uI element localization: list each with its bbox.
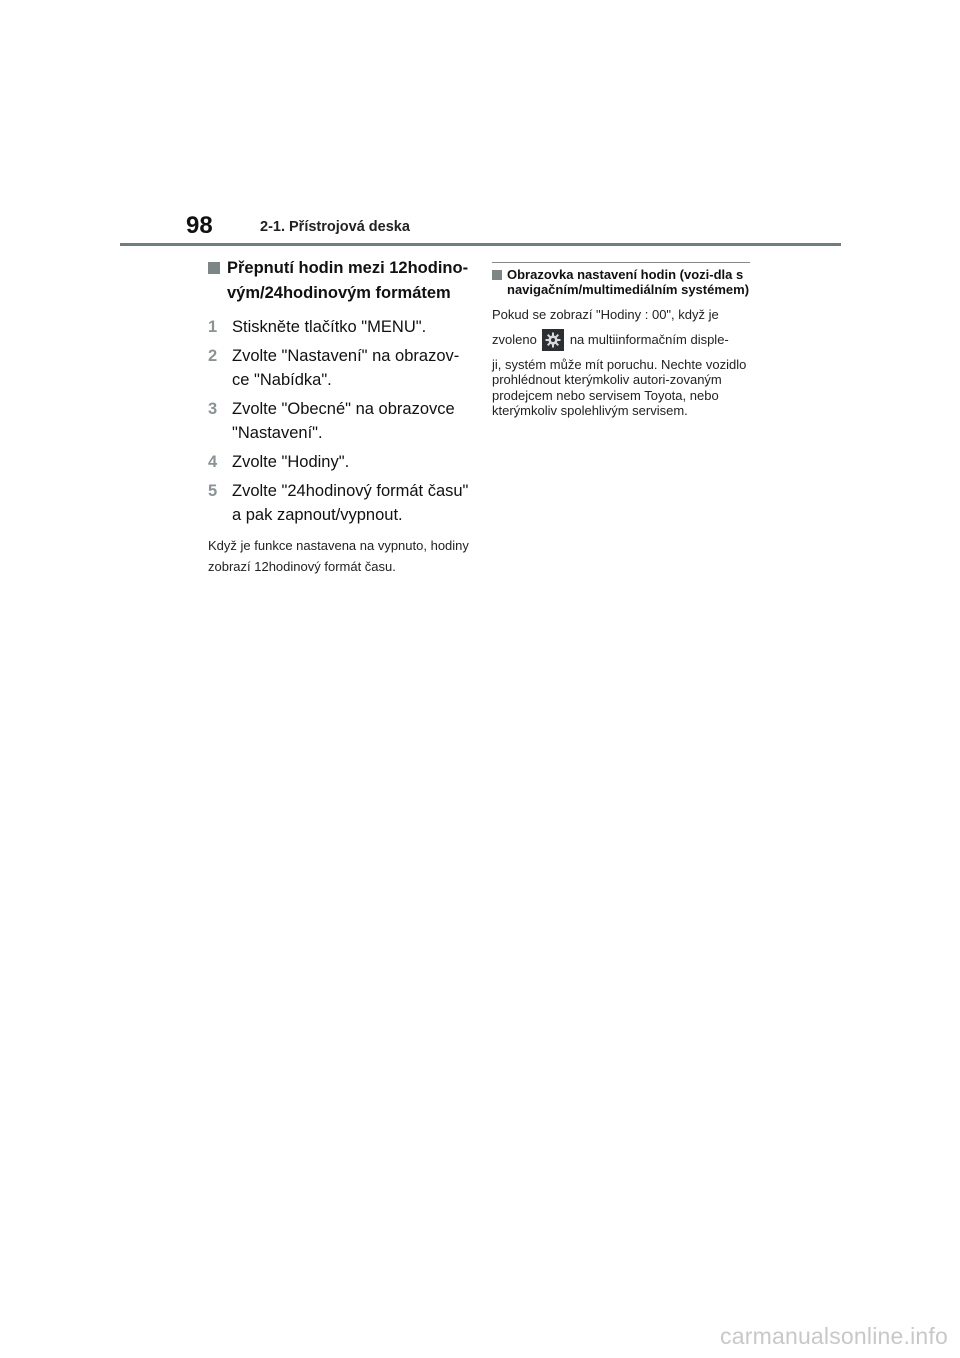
- step-number: 2: [208, 347, 218, 365]
- header-rule: [120, 243, 841, 246]
- step-item: [208, 315, 470, 339]
- square-bullet-icon: [492, 270, 502, 280]
- right-note-line1: Pokud se zobrazí "Hodiny : 00", když je: [492, 307, 719, 322]
- step-item: [208, 397, 470, 445]
- step-number: 3: [208, 400, 218, 418]
- right-note-rest: ji, systém může mít poruchu. Nechte vozidlo prohlédnout kterýmkoliv autori-zovaným prodejcem nebo servisem Toyota, nebo kterýmkoliv spolehlivým servisem.: [492, 356, 747, 418]
- step-text: Zvolte "Nastavení" na obrazov-ce "Nabídka".: [232, 347, 460, 389]
- page-number: 98: [186, 212, 213, 239]
- right-rule: [492, 262, 750, 263]
- right-note-after-icon: na multiinformačním disple-: [569, 331, 729, 347]
- step-text: Stiskněte tlačítko "MENU".: [232, 318, 427, 336]
- step-number: 4: [208, 453, 218, 471]
- right-heading: [492, 268, 750, 297]
- left-note: Když je funkce nastavena na vypnuto, hodiny zobrazí 12hodinový formát času.: [208, 538, 469, 574]
- step-item: [208, 479, 470, 527]
- step-text: Zvolte "Obecné" na obrazovce "Nastavení".: [232, 400, 455, 442]
- gear-icon: [542, 329, 564, 351]
- left-column: [208, 256, 470, 577]
- watermark: carmanualsonline.info: [720, 1323, 948, 1349]
- left-heading-text: Přepnutí hodin mezi 12hodino-vým/24hodinovým formátem: [227, 259, 469, 302]
- step-number: 1: [208, 318, 218, 336]
- right-heading-text: Obrazovka nastavení hodin (vozi-dla s navigačním/multimediálním systémem): [507, 267, 750, 297]
- right-column: [492, 262, 750, 419]
- section-title: 2-1. Přístrojová deska: [260, 219, 410, 235]
- step-list: [208, 315, 470, 527]
- left-heading: [208, 256, 470, 306]
- right-note-before-icon: zvoleno: [492, 331, 537, 347]
- right-note-line2: [492, 329, 750, 351]
- step-item: [208, 450, 470, 474]
- step-text: Zvolte "24hodinový formát času" a pak zapnout/vypnout.: [232, 482, 469, 524]
- step-text: Zvolte "Hodiny".: [232, 453, 350, 471]
- square-bullet-icon: [208, 262, 220, 274]
- right-note: [492, 307, 750, 419]
- step-item: [208, 344, 470, 392]
- step-number: 5: [208, 482, 218, 500]
